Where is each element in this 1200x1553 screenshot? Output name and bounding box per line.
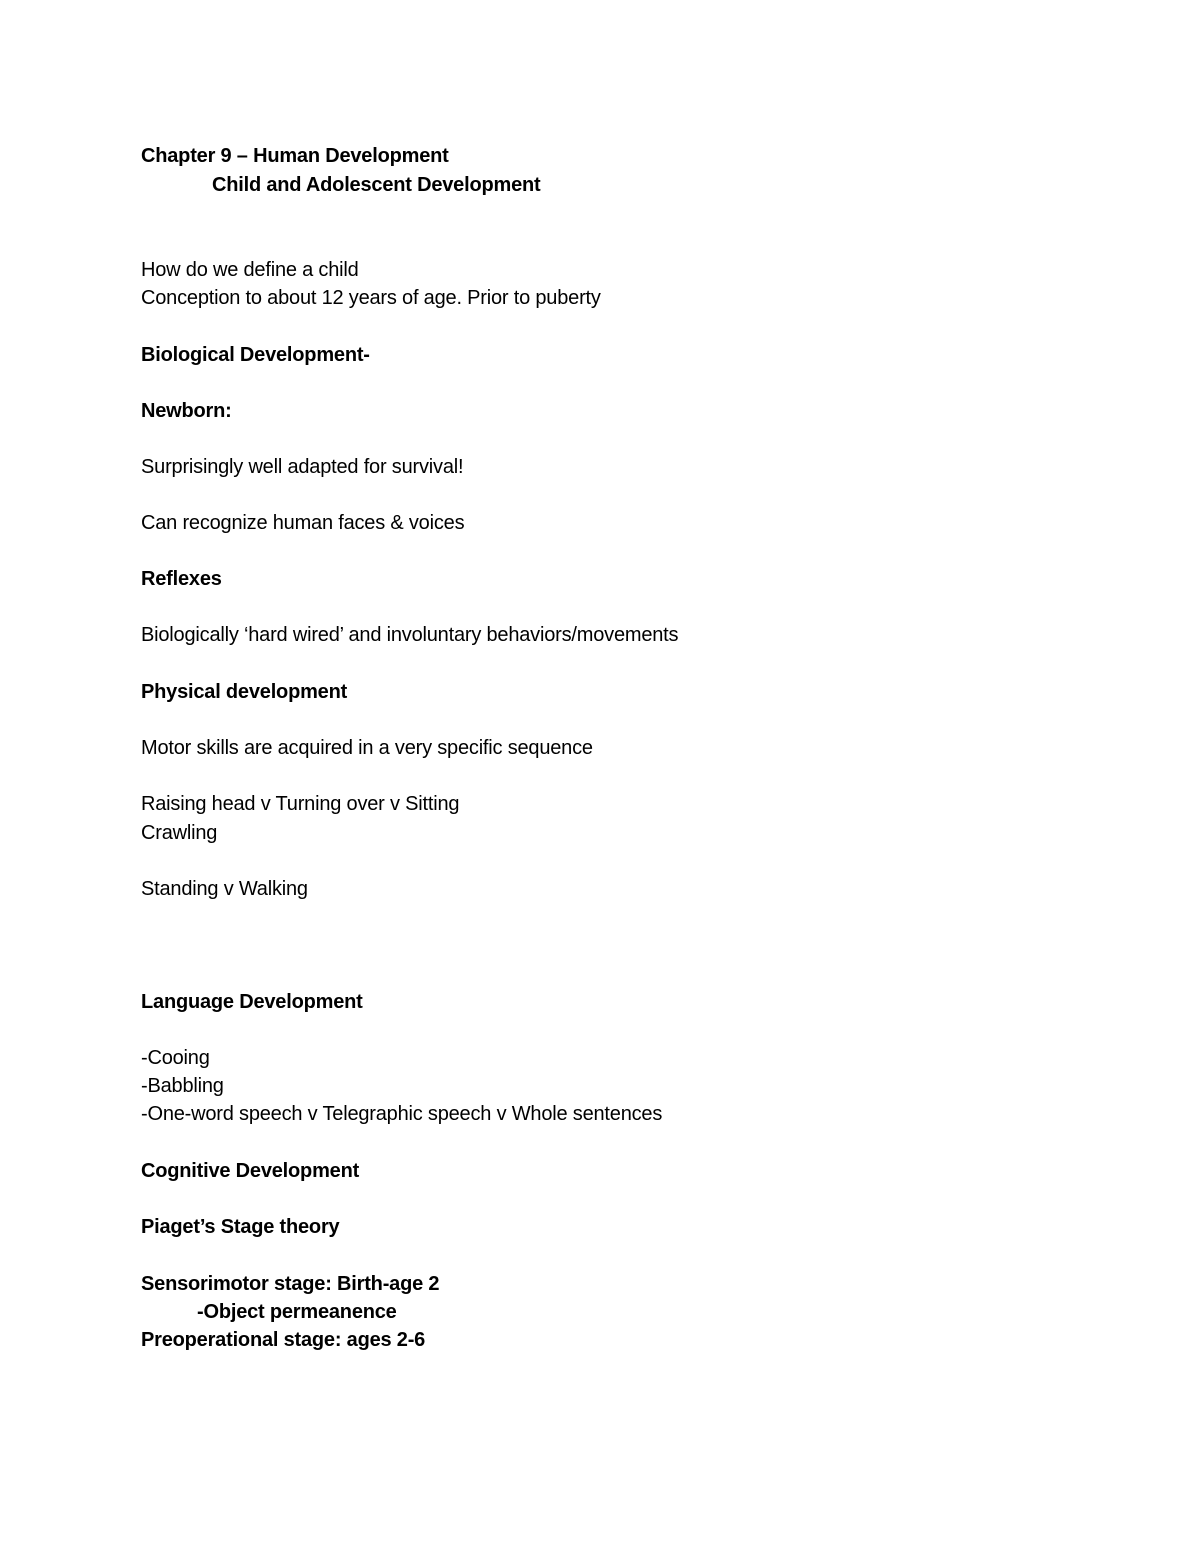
section-heading: Language Development bbox=[141, 991, 363, 1013]
body-line: Motor skills are acquired in a very specific sequence bbox=[141, 737, 593, 759]
section-heading: Biological Development- bbox=[141, 344, 370, 366]
body-line: Biologically ‘hard wired’ and involuntary behaviors/movements bbox=[141, 624, 679, 646]
list-item: -Cooing bbox=[141, 1047, 210, 1069]
definition-line: Conception to about 12 years of age. Prior to puberty bbox=[141, 287, 601, 309]
subsection-heading: Physical development bbox=[141, 681, 348, 703]
stage-detail: -Object permeanence bbox=[197, 1301, 397, 1323]
body-line: Can recognize human faces & voices bbox=[141, 512, 465, 534]
section-heading: Cognitive Development bbox=[141, 1160, 360, 1182]
question-line: How do we define a child bbox=[141, 259, 359, 281]
list-item: -Babbling bbox=[141, 1075, 224, 1097]
body-line: Crawling bbox=[141, 822, 218, 844]
body-line: Raising head v Turning over v Sitting bbox=[141, 793, 460, 815]
body-line: Standing v Walking bbox=[141, 878, 308, 900]
stage-line: Sensorimotor stage: Birth-age 2 bbox=[141, 1273, 440, 1295]
stage-line: Preoperational stage: ages 2-6 bbox=[141, 1329, 426, 1351]
chapter-title: Chapter 9 – Human Development bbox=[141, 145, 449, 167]
subsection-heading: Newborn: bbox=[141, 400, 232, 422]
list-item: -One-word speech v Telegraphic speech v Whole sentences bbox=[141, 1103, 663, 1125]
subsection-heading: Piaget’s Stage theory bbox=[141, 1216, 340, 1238]
body-line: Surprisingly well adapted for survival! bbox=[141, 456, 464, 478]
chapter-subtitle: Child and Adolescent Development bbox=[212, 174, 541, 196]
subsection-heading: Reflexes bbox=[141, 568, 222, 590]
